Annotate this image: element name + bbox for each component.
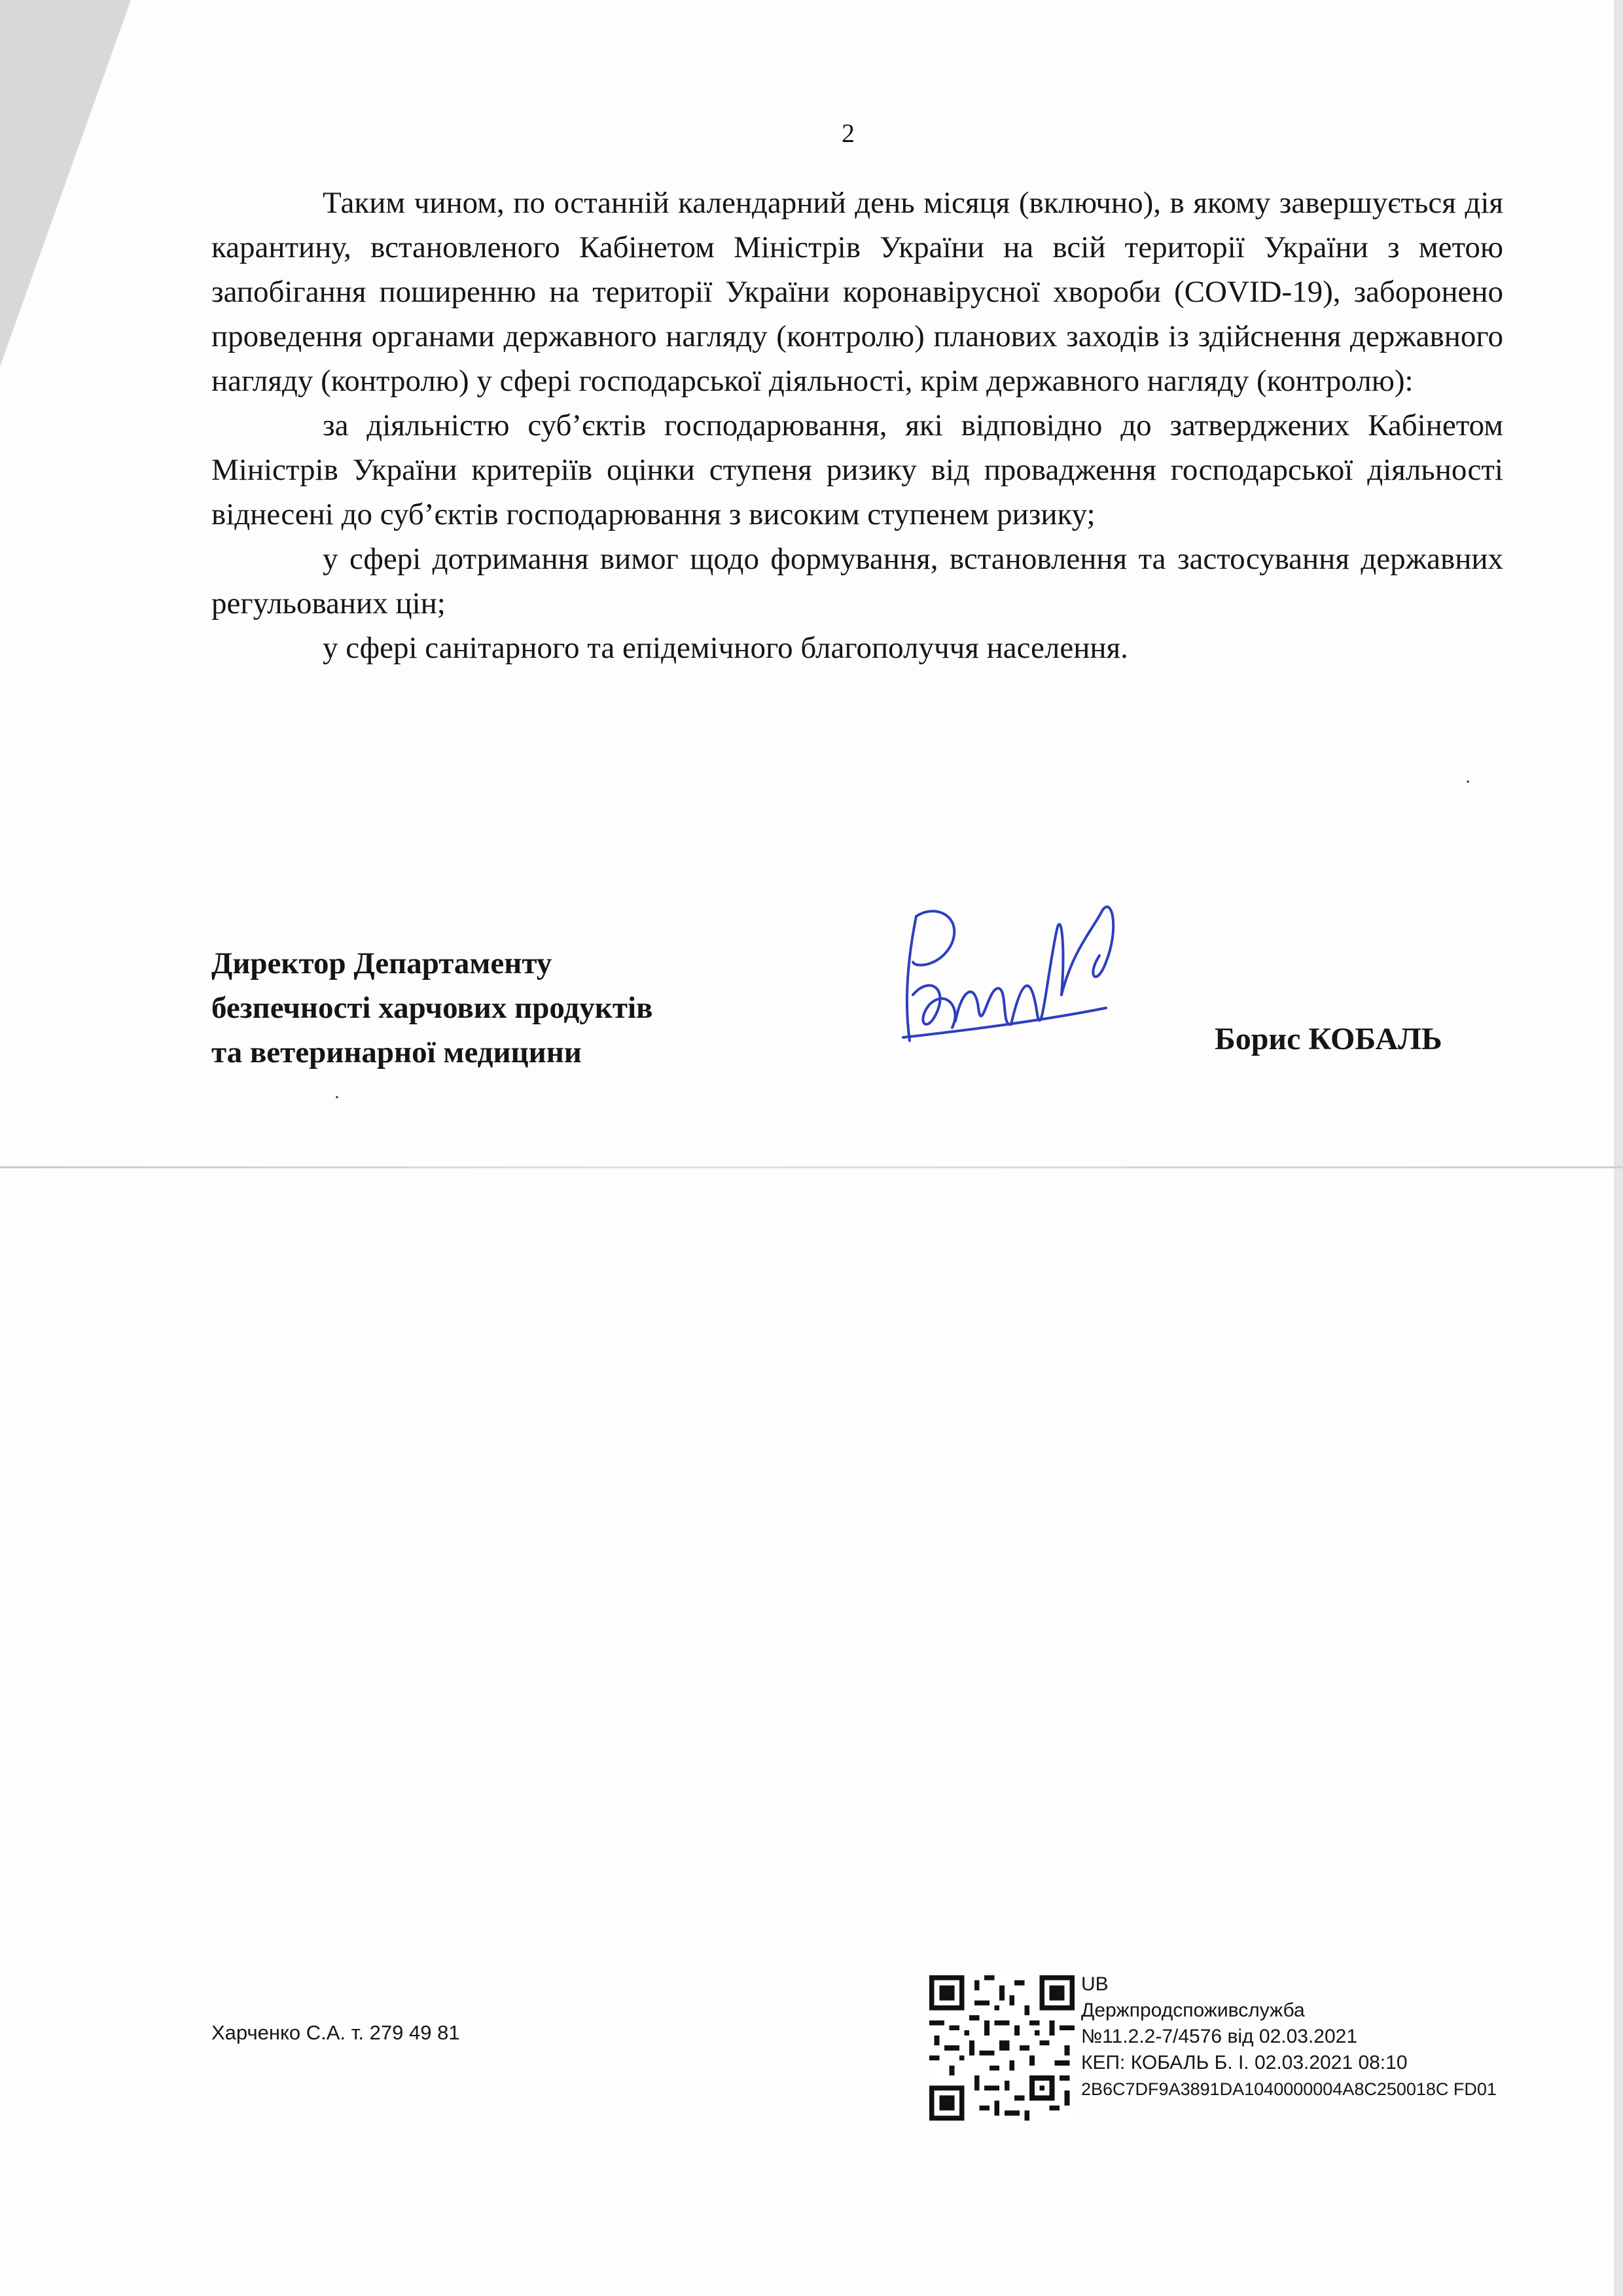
paragraph: у сфері дотримання вимог щодо формування, встановлення та застосування державних регульованих цін;	[211, 542, 1503, 620]
signatory-title-line: безпечності харчових продуктів	[211, 991, 653, 1025]
show-through-text	[209, 1113, 1512, 1151]
paragraph: у сфері санітарного та епідемічного благополуччя населення.	[323, 631, 1128, 665]
signatory-title	[211, 941, 931, 1075]
digital-signature-info	[1081, 1971, 1497, 2102]
page-number: 2	[842, 118, 855, 148]
stray-mark: ·	[334, 1086, 340, 1108]
handwritten-signature	[890, 890, 1139, 1067]
digital-signature-registration: №11.2.2-7/4576 від 02.03.2021	[1081, 2026, 1358, 2047]
page-edge	[1614, 0, 1623, 2296]
digital-signature-line: КЕП: КОБАЛЬ Б. І. 02.03.2021 08:10	[1081, 2052, 1408, 2073]
contact-info: Харченко С.А. т. 279 49 81	[211, 2021, 460, 2044]
signatory-title-line: Директор Департаменту	[211, 946, 552, 980]
page-fold-line	[0, 1166, 1623, 1168]
digital-signature-code: UB	[1081, 1973, 1109, 1995]
paragraph: за діяльністю суб’єктів господарювання, які відповідно до затверджених Кабінетом Міністрів України критеріїв оцінки ступеня ризику від провадження господарської діяльності віднесені до суб’єктів господарювання з високим ступенем ризику;	[211, 408, 1503, 531]
stray-mark: ·	[1465, 771, 1471, 793]
body-text	[211, 181, 1503, 670]
signer-name: Борис КОБАЛЬ	[1215, 1022, 1442, 1056]
paragraph: Таким чином, по останній календарний день місяця (включно), в якому завершується дія карантину, встановленого Кабінетом Міністрів України на всій території України з метою запобігання поширенню на території України коронавірусної хвороби (COVID-19), заборонено проведення органами державного нагляду (контролю) планових заходів із здійснення державного нагляду (контролю) у сфері господарської діяльності, крім державного нагляду (контролю):	[211, 186, 1503, 398]
signatory-title-line: та ветеринарної медицини	[211, 1035, 582, 1069]
qr-code-icon	[929, 1975, 1075, 2121]
folded-corner	[0, 0, 131, 367]
digital-signature-organization: Держпродспоживслужба	[1081, 2000, 1305, 2021]
digital-signature-hash: 2B6C7DF9A3891DA1040000004A8C250018C FD01	[1081, 2079, 1497, 2099]
